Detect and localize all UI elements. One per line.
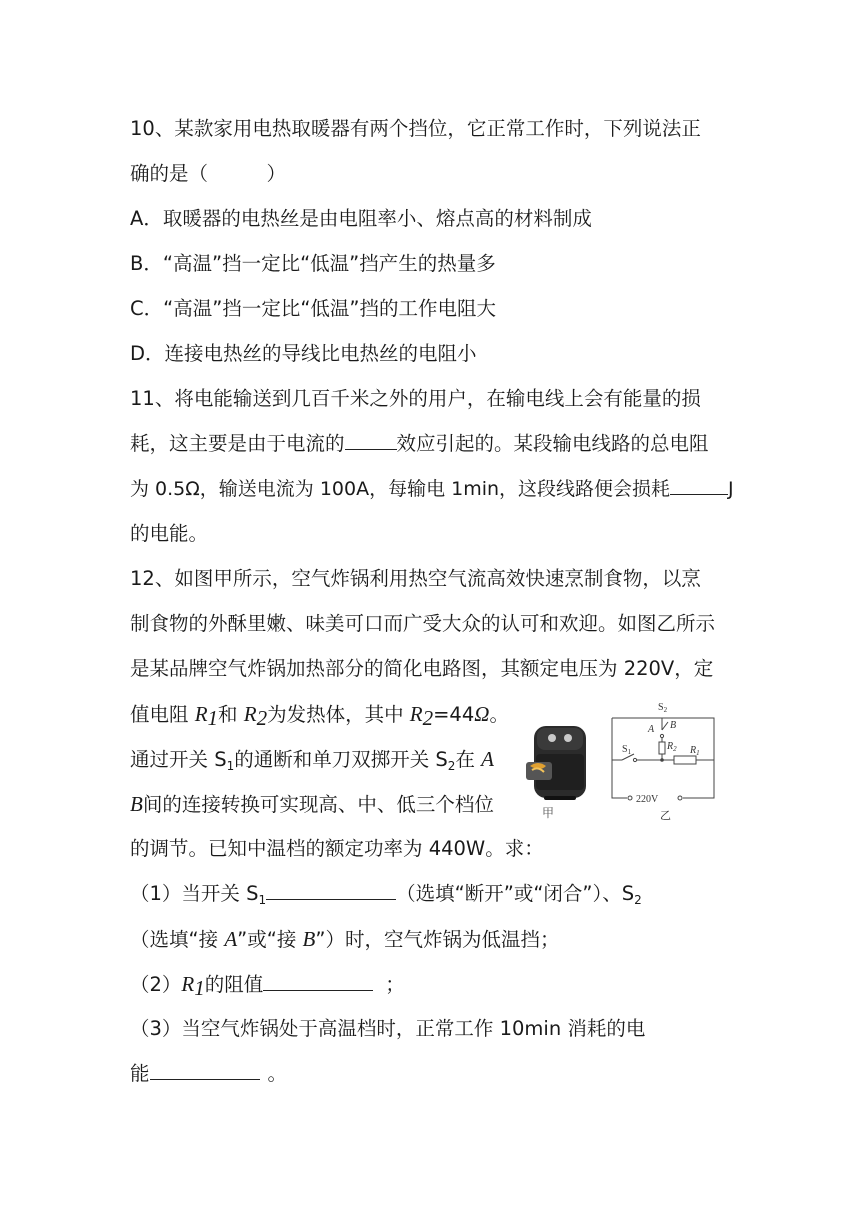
air-fryer-image [524, 718, 596, 804]
q10-stem-line2: 确的是（ ） [130, 162, 287, 185]
q11-stem-line2: 耗，这主要是由于电流的 效应引起的。某段输电线路的总电阻 [130, 432, 709, 455]
q12-blank-energy[interactable] [150, 1061, 260, 1080]
q10-option-d: D．连接电热丝的导线比电热丝的电阻小 [130, 342, 477, 365]
label-r1: $R_1$ [690, 745, 700, 757]
q10-stem-line1: 10、某款家用电热取暖器有两个挡位，它正常工作时，下列说法正 [130, 117, 701, 140]
label-s1: $S_1$ [622, 744, 632, 756]
q12-blank-r1[interactable] [263, 972, 373, 991]
q12-blank-s1[interactable] [266, 881, 396, 900]
label-a: A [648, 724, 655, 735]
q11-blank-1[interactable] [345, 431, 397, 450]
q12-part2: $(2)R_1$的阻值 ； [130, 972, 405, 1000]
q12-part1-line1: （1）当开关 $S_1$ （选填“断开”或“闭合”）、$S_2$ [130, 882, 642, 907]
q11-blank-2[interactable] [670, 476, 728, 495]
figure-label-yi: 乙 [660, 810, 671, 822]
label-s2: $S_2$ [658, 702, 668, 714]
q12-stem-line4: 值电阻 $R_1$和 $R_2$为发热体，其中 $R_2=44\Omega$。 [130, 702, 509, 730]
circuit-diagram [606, 700, 722, 824]
label-b: B [670, 720, 677, 731]
q11-stem-line1: 11、将电能输送到几百千米之外的用户，在输电线上会有能量的损 [130, 387, 701, 410]
q12-part3-line2: 能 。 [130, 1062, 288, 1085]
label-r2: $R_2$ [667, 741, 677, 753]
q12-part3-line1: （3）当空气炸锅处于高温档时，正常工作 10min 消耗的电 [130, 1017, 646, 1040]
q10-option-b: B．“高温”挡一定比“低温”挡产生的热量多 [130, 252, 496, 275]
q12-stem-line3: 是某品牌空气炸锅加热部分的简化电路图，其额定电压为 220V，定 [130, 657, 714, 680]
q12-stem-line5: 通过开关 $S_1$的通断和单刀双掷开关 $S_2$在 A [130, 747, 494, 773]
q11-stem-line4: 的电能。 [130, 522, 209, 545]
air-fryer-figure [524, 718, 596, 818]
q12-stem-line6: B间的连接转换可实现高、中、低三个档位 [130, 792, 494, 816]
q10-option-a: A．取暖器的电热丝是由电阻率小、熔点高的材料制成 [130, 207, 592, 230]
circuit-diagram-svg [606, 700, 722, 824]
q12-stem-line2: 制食物的外酥里嫩、味美可口而广受大众的认可和欢迎。如图乙所示 [130, 612, 716, 635]
q12-stem-line7: 的调节。已知中温档的额定功率为 440W。求： [130, 837, 544, 860]
q12-stem-line1: 12、如图甲所示，空气炸锅利用热空气流高效快速烹制食物，以烹 [130, 567, 701, 590]
label-voltage: 220V [636, 794, 659, 805]
q12-part1-line2: （选填“接 A”或“接 B”）时，空气炸锅为低温挡； [130, 927, 560, 951]
figure-label-jia: 甲 [542, 806, 555, 820]
q11-stem-line3: 为 0.5Ω，输送电流为 100A，每输电 1min，这段线路便会损耗 J [130, 478, 734, 500]
q10-option-c: C．“高温”挡一定比“低温”挡的工作电阻大 [130, 297, 497, 320]
